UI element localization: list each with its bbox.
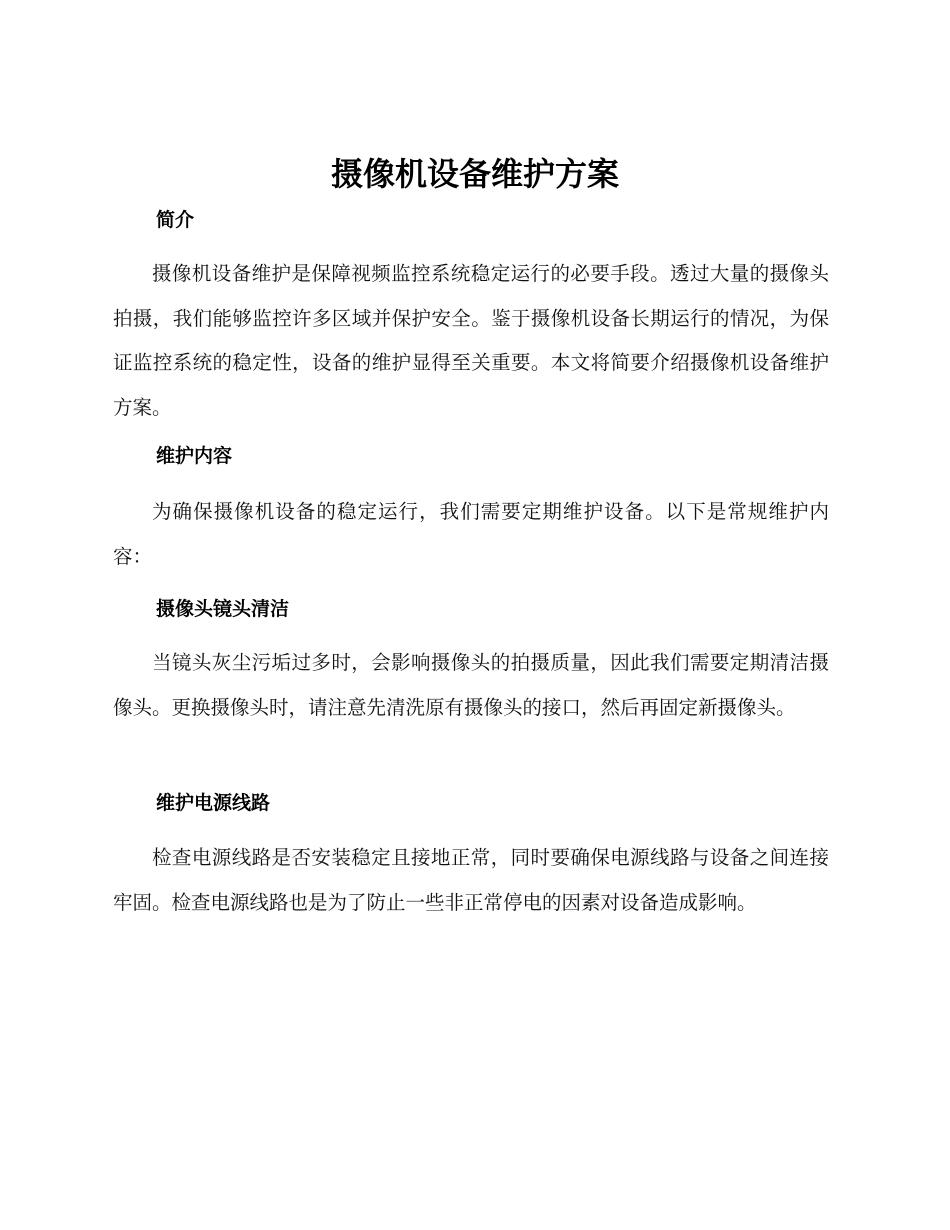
section-heading-maintenance: 维护内容 xyxy=(156,445,233,467)
section-heading-lens-cleaning: 摄像头镜头清洁 xyxy=(156,598,290,620)
document-title: 摄像机设备维护方案 xyxy=(330,155,619,193)
section-paragraph-power-lines: 检查电源线路是否安装稳定且接地正常，同时要确保电源线路与设备之间连接牢固。检查电源线路也是为了防止一些非正常停电的因素对设备造成影响。 xyxy=(113,846,829,914)
section-paragraph-maintenance: 为确保摄像机设备的稳定运行，我们需要定期维护设备。以下是常规维护内容： xyxy=(113,500,829,568)
section-heading-power-lines: 维护电源线路 xyxy=(156,792,271,814)
section-heading-intro: 简介 xyxy=(156,209,195,231)
section-paragraph-intro: 摄像机设备维护是保障视频监控系统稳定运行的必要手段。透过大量的摄像头拍摄，我们能够监控许多区域并保护安全。鉴于摄像机设备长期运行的情况，为保证监控系统的稳定性，设备的维护显得至关重要。本文将简要介绍摄像机设备维护方案。 xyxy=(113,262,829,419)
section-paragraph-lens-cleaning: 当镜头灰尘污垢过多时，会影响摄像头的拍摄质量，因此我们需要定期清洁摄像头。更换摄像头时，请注意先清洗原有摄像头的接口，然后再固定新摄像头。 xyxy=(113,651,829,719)
